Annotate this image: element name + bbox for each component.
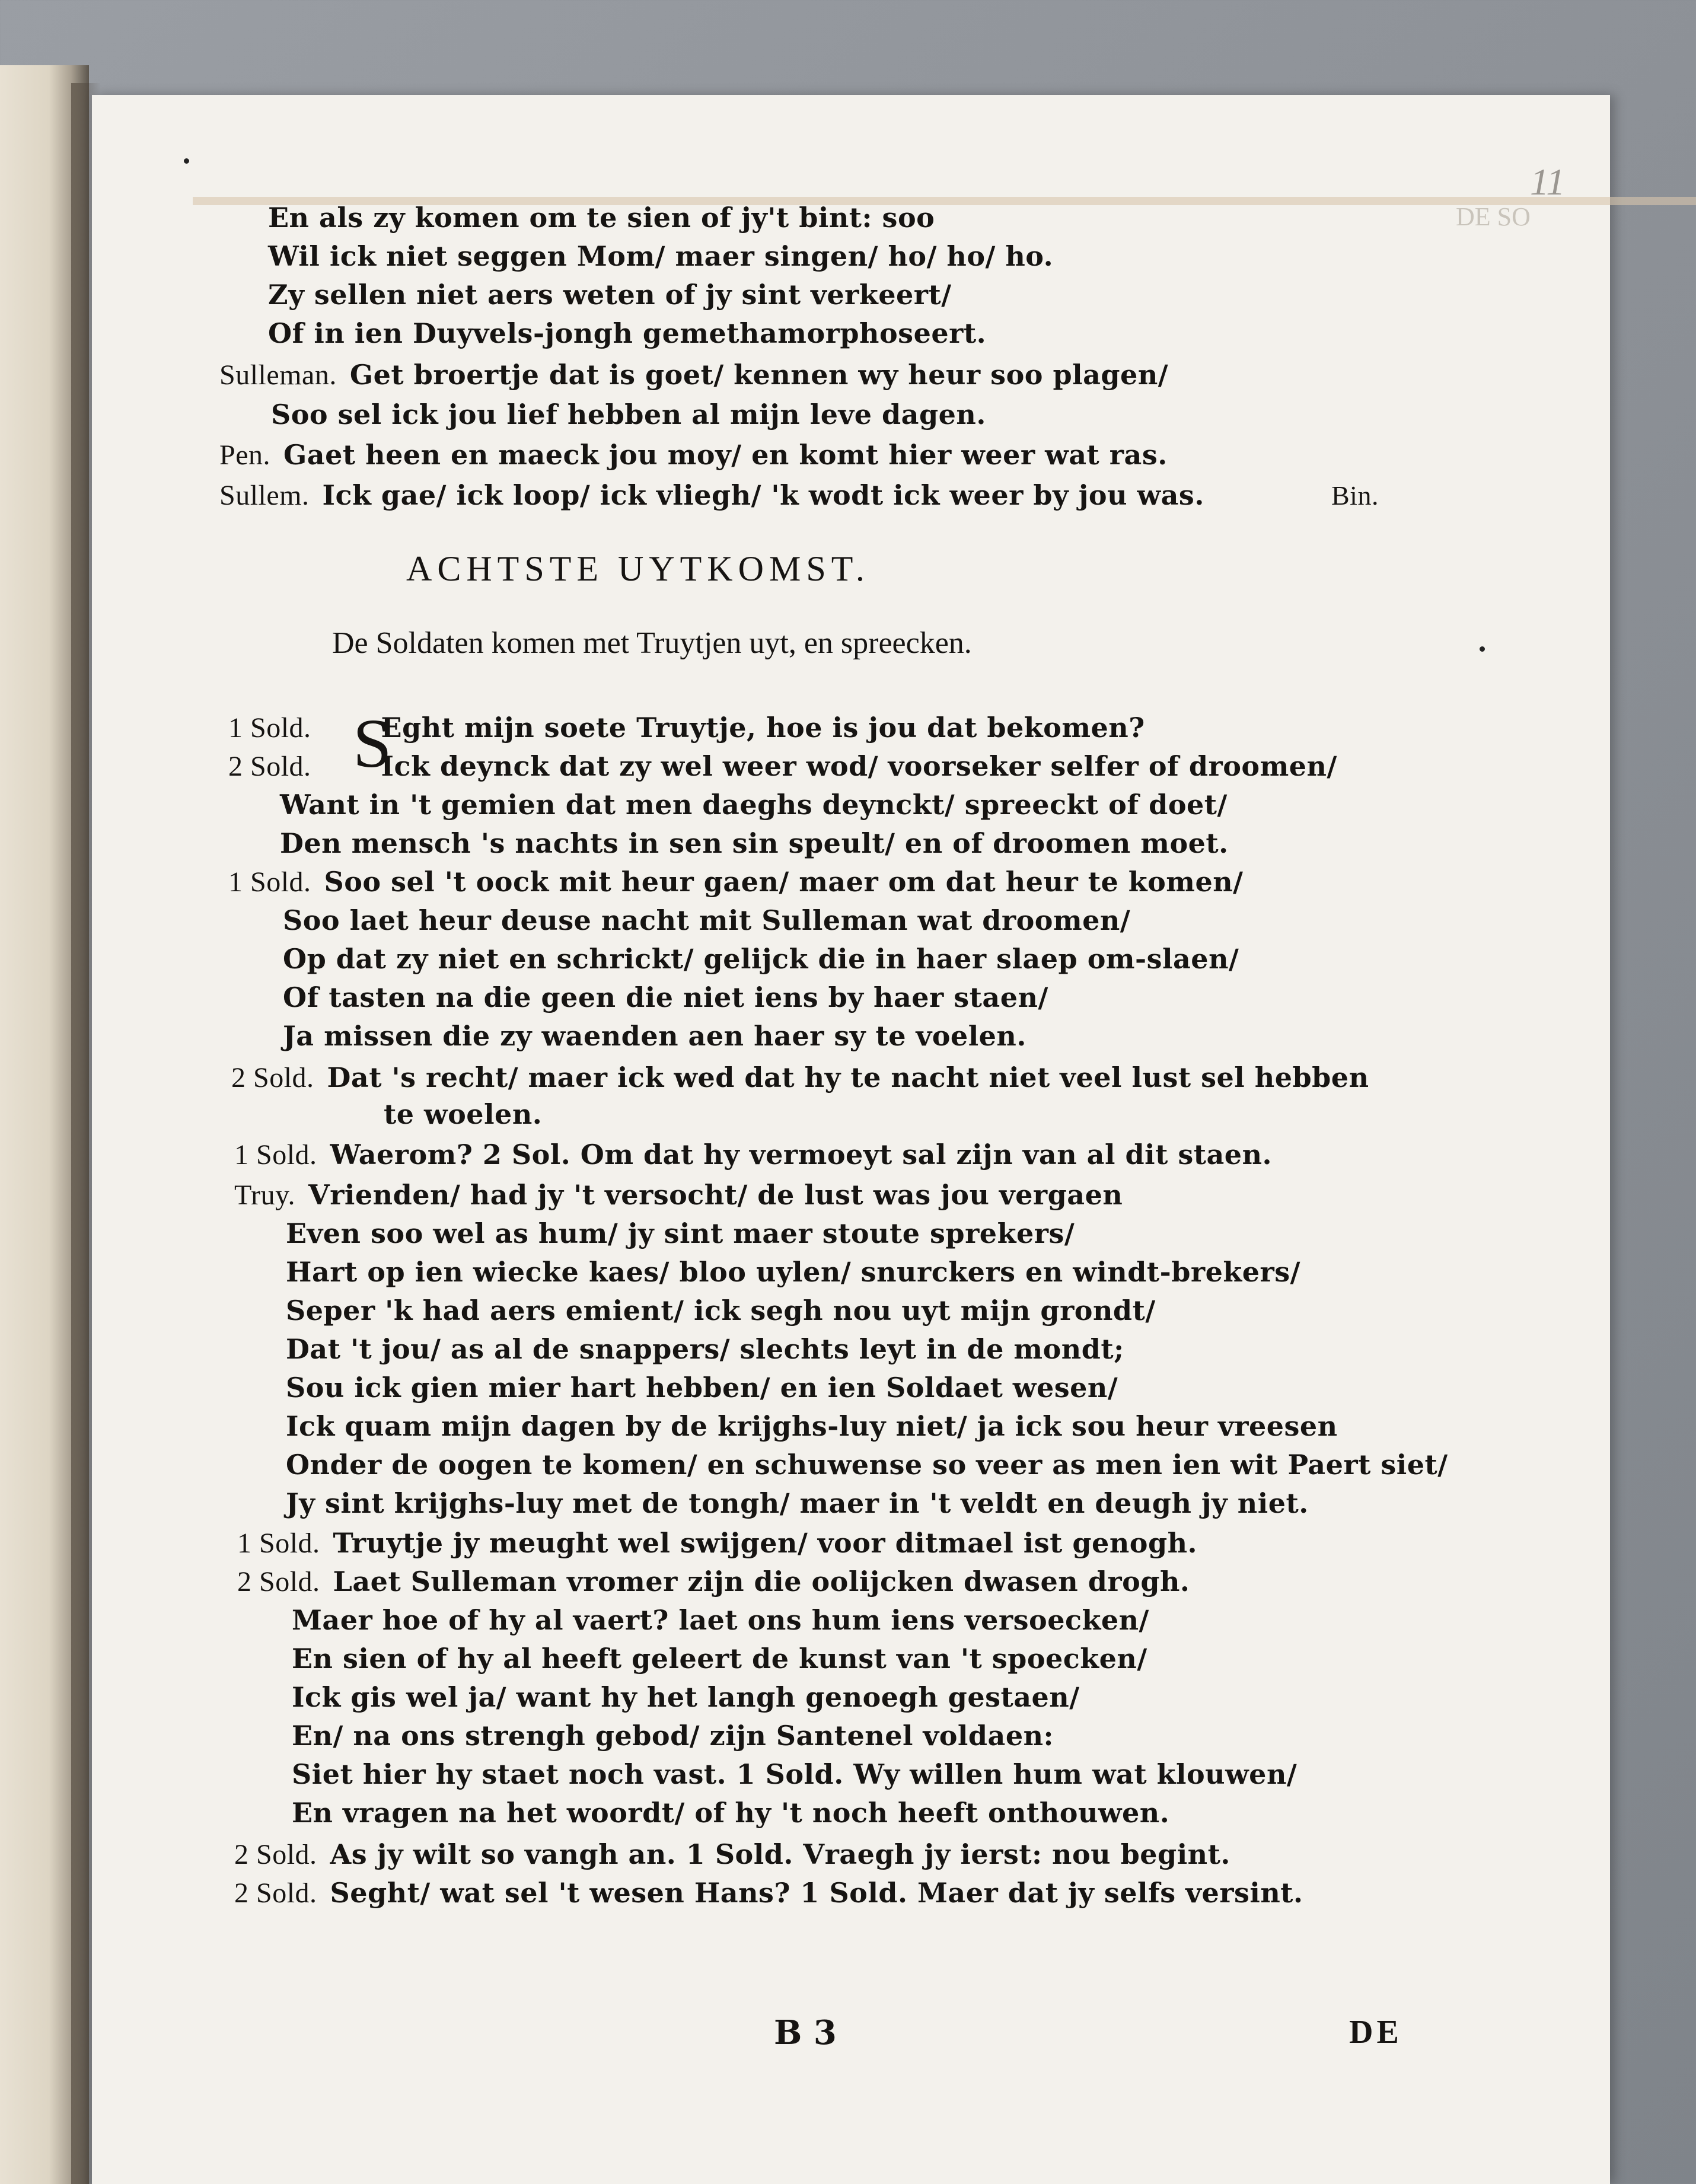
dialogue-line: En sien of hy al heeft geleert de kunst van 't spoecken/ — [292, 1643, 1147, 1675]
dialogue-line: Jy sint krijghs-luy met de tongh/ maer in 't veldt en deugh jy niet. — [286, 1487, 1309, 1519]
scene-heading: ACHTSTE UYTKOMST. — [406, 549, 870, 588]
dialogue-line: En vragen na het woordt/ of hy 't noch heeft onthouwen. — [292, 1797, 1170, 1829]
dialogue-line: Dat 't jou/ as al de snappers/ slechts leyt in de mondt; — [286, 1333, 1124, 1365]
dialogue-line: te woelen. — [384, 1098, 543, 1130]
dialogue-line: 1 Sold. Waerom? 2 Sol. Om dat hy vermoeyt sal zijn van al dit staen. — [234, 1139, 1273, 1171]
dialogue-line: Ick gis wel ja/ want hy het langh genoegh gestaen/ — [292, 1681, 1080, 1713]
dialogue-line: Truy. Vrienden/ had jy 't versocht/ de lust was jou vergaen — [234, 1179, 1123, 1211]
verse-line: Zy sellen niet aers weten of jy sint verkeert/ — [268, 279, 952, 311]
dialogue-line: Den mensch 's nachts in sen sin speult/ en of droomen moet. — [280, 827, 1229, 859]
dialogue-line: 1 Sold. Truytje jy meught wel swijgen/ voor ditmael ist genogh. — [237, 1527, 1198, 1559]
dialogue-line: 1 Sold. Soo sel 't oock mit heur gaen/ maer om dat heur te komen/ — [228, 866, 1244, 898]
stage-direction: De Soldaten komen met Truytjen uyt, en spreecken. — [332, 626, 972, 660]
dialogue-line: 2 Sold. Laet Sulleman vromer zijn die oolijcken dwasen drogh. — [237, 1566, 1190, 1598]
verse-line: Wil ick niet seggen Mom/ maer singen/ ho/ ho/ ho. — [268, 240, 1054, 272]
dialogue-line: Siet hier hy staet noch vast. 1 Sold. Wy willen hum wat klouwen/ — [292, 1758, 1297, 1790]
ink-dot — [184, 158, 189, 164]
dialogue-line: Soo laet heur deuse nacht mit Sulleman wat droomen/ — [283, 904, 1131, 936]
verse-line: Pen. Gaet heen en maeck jou moy/ en komt hier weer wat ras. — [219, 439, 1168, 471]
exit-direction: Bin. — [1331, 480, 1379, 511]
page-content — [92, 95, 1610, 2184]
drop-cap: S — [353, 704, 392, 782]
dialogue-line: 2 Sold. Ick deynck dat zy wel weer wod/ voorseker selfer of droomen/ — [228, 750, 1337, 782]
bleed-through-text: DE SO — [1456, 202, 1531, 231]
dialogue-line: Ja missen die zy waenden aen haer sy te voelen. — [283, 1020, 1026, 1052]
dialogue-line: Hart op ien wiecke kaes/ bloo uylen/ snurckers en windt-brekers/ — [286, 1256, 1300, 1288]
ink-dot — [1480, 646, 1485, 652]
catchword: DE — [1349, 2014, 1402, 2051]
folio-number: 11 — [1530, 161, 1566, 203]
dialogue-line: Onder de oogen te komen/ en schuwense so veer as men ien wit Paert siet/ — [286, 1449, 1448, 1481]
dialogue-line: 2 Sold. As jy wilt so vangh an. 1 Sold. Vraegh jy ierst: nou begint. — [234, 1838, 1230, 1870]
dialogue-line: 2 Sold. Seght/ wat sel 't wesen Hans? 1 Sold. Maer dat jy selfs versint. — [234, 1877, 1303, 1909]
signature-mark: B 3 — [774, 2013, 837, 2052]
dialogue-line: Even soo wel as hum/ jy sint maer stoute sprekers/ — [286, 1217, 1075, 1249]
verse-line: Sulleman. Get broertje dat is goet/ kennen wy heur soo plagen/ — [219, 359, 1169, 391]
dialogue-line: Sou ick gien mier hart hebben/ en ien Soldaet wesen/ — [286, 1372, 1118, 1404]
verse-line: En als zy komen om te sien of jy't bint: soo — [268, 202, 935, 234]
verse-line: Of in ien Duyvels-jongh gemethamorphoseert. — [268, 317, 987, 349]
verse-line: Sullem. Ick gae/ ick loop/ ick vliegh/ 'k wodt ick weer by jou was. — [219, 479, 1204, 511]
dialogue-line: Want in 't gemien dat men daeghs deynckt/ spreeckt of doet/ — [280, 789, 1228, 821]
dialogue-line: Seper 'k had aers emient/ ick segh nou uyt mijn grondt/ — [286, 1295, 1156, 1327]
book-page — [92, 95, 1610, 2184]
dialogue-line: En/ na ons strengh gebod/ zijn Santenel voldaen: — [292, 1720, 1054, 1752]
dialogue-line: 1 Sold. Eght mijn soete Truytje, hoe is jou dat bekomen? — [228, 712, 1145, 744]
verse-line: Soo sel ick jou lief hebben al mijn leve dagen. — [271, 398, 986, 431]
dialogue-line: Op dat zy niet en schrickt/ gelijck die in haer slaep om-slaen/ — [283, 943, 1239, 975]
dialogue-line: Maer hoe of hy al vaert? laet ons hum iens versoecken/ — [292, 1604, 1149, 1636]
dialogue-line: Ick quam mijn dagen by de krijghs-luy niet/ ja ick sou heur vreesen — [286, 1410, 1338, 1442]
dialogue-line: Of tasten na die geen die niet iens by haer staen/ — [283, 981, 1048, 1013]
dialogue-line: 2 Sold. Dat 's recht/ maer ick wed dat hy te nacht niet veel lust sel hebben — [231, 1061, 1369, 1093]
